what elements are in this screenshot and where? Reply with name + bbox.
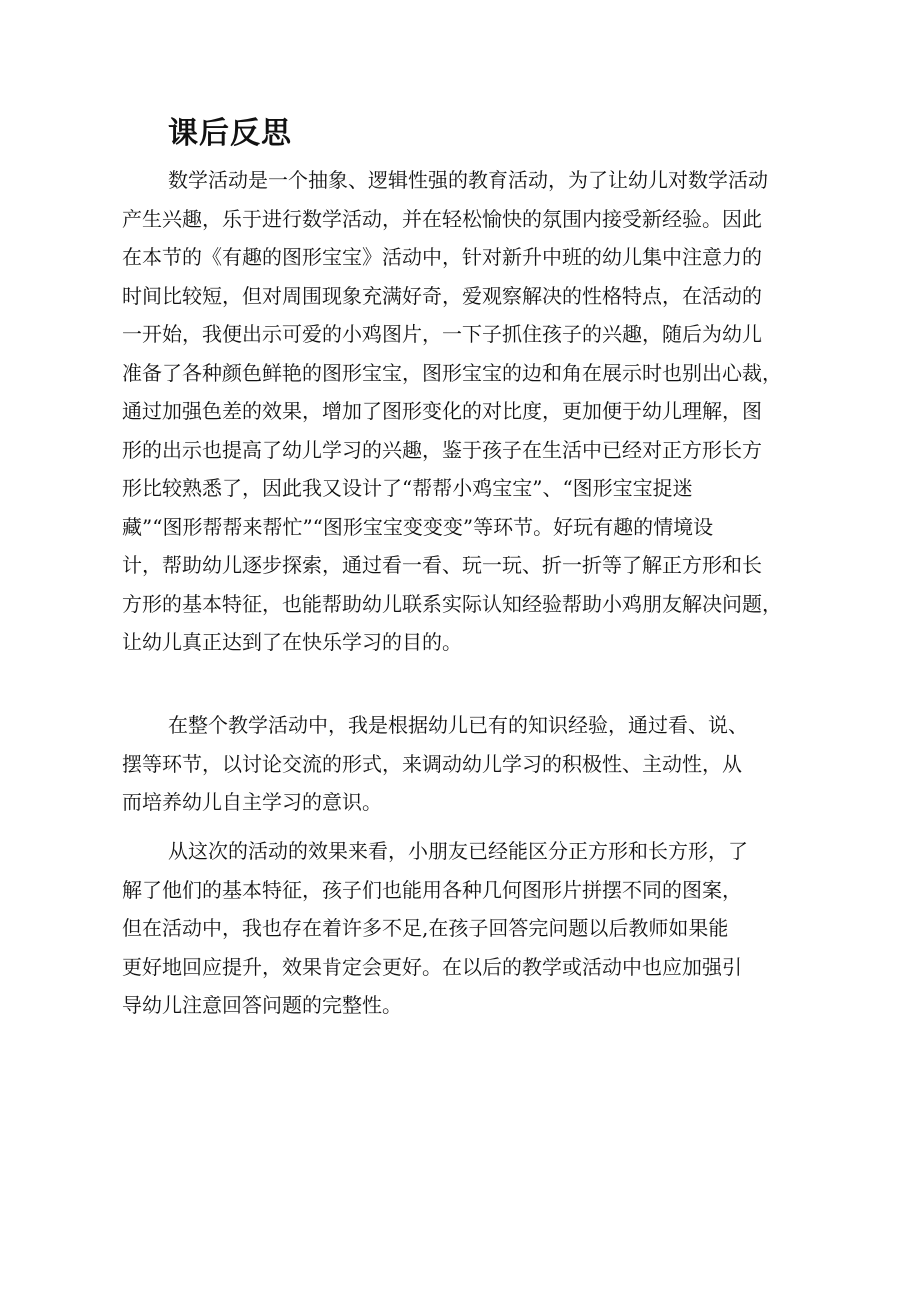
paragraph-line: 解了他们的基本特征，孩子们也能用各种几何图形片拼摆不同的图案， [122, 877, 742, 902]
paragraph-3 [122, 832, 748, 1025]
page-title: 课后反思 [168, 116, 292, 151]
paragraph-2 [122, 706, 748, 822]
paragraph-line: 而培养幼儿自主学习的意识。 [122, 790, 382, 814]
paragraph-line: 时间比较短，但对周围现象充满好奇，爱观察解决的性格特点，在活动的 [122, 283, 762, 308]
paragraph-line: 让幼儿真正达到了在快乐学习的目的。 [122, 630, 462, 654]
paragraph-line: 计，帮助幼儿逐步探索，通过看一看、玩一玩、折一折等了解正方形和长 [122, 553, 762, 577]
paragraph-line: 导幼儿注意回答问题的完整性。 [122, 993, 402, 1017]
paragraph-line: 通过加强色差的效果，增加了图形变化的对比度，更加便于幼儿理解，图 [122, 399, 762, 423]
paragraph-line: 但在活动中，我也存在着许多不足,在孩子回答完问题以后教师如果能 [122, 916, 729, 940]
paragraph-line: 更好地回应提升，效果肯定会更好。在以后的教学或活动中也应加强引 [122, 954, 742, 979]
paragraph-line: 准备了各种颜色鲜艳的图形宝宝，图形宝宝的边和角在展示时也别出心裁， [122, 360, 782, 385]
paragraph-line: 从这次的活动的效果来看，小朋友已经能区分正方形和长方形，了 [168, 839, 748, 863]
paragraph-line: 产生兴趣，乐于进行数学活动，并在轻松愉快的氛围内接受新经验。因此 [122, 206, 762, 231]
paragraph-line: 在本节的《有趣的图形宝宝》活动中，针对新升中班的幼儿集中注意力的 [122, 245, 762, 269]
paragraph-line: 形的出示也提高了幼儿学习的兴趣，鉴于孩子在生活中已经对正方形长方 [122, 437, 762, 462]
paragraph-line: 摆等环节，以讨论交流的形式，来调动幼儿学习的积极性、主动性，从 [122, 751, 742, 776]
paragraph-1 [122, 161, 782, 662]
paragraph-line: 藏”“图形帮帮来帮忙”“图形宝宝变变变”等环节。好玩有趣的情境设 [122, 514, 714, 539]
paragraph-line: 一开始，我便出示可爱的小鸡图片，一下子抓住孩子的兴趣，随后为幼儿 [122, 322, 762, 346]
paragraph-line: 在整个教学活动中，我是根据幼儿已有的知识经验，通过看、说、 [168, 713, 748, 737]
paragraph-line: 方形的基本特征，也能帮助幼儿联系实际认知经验帮助小鸡朋友解决问题， [122, 591, 782, 616]
paragraph-line: 数学活动是一个抽象、逻辑性强的教育活动，为了让幼儿对数学活动 [168, 168, 768, 192]
paragraph-line: 形比较熟悉了，因此我又设计了“帮帮小鸡宝宝”、“图形宝宝捉迷 [122, 476, 693, 500]
